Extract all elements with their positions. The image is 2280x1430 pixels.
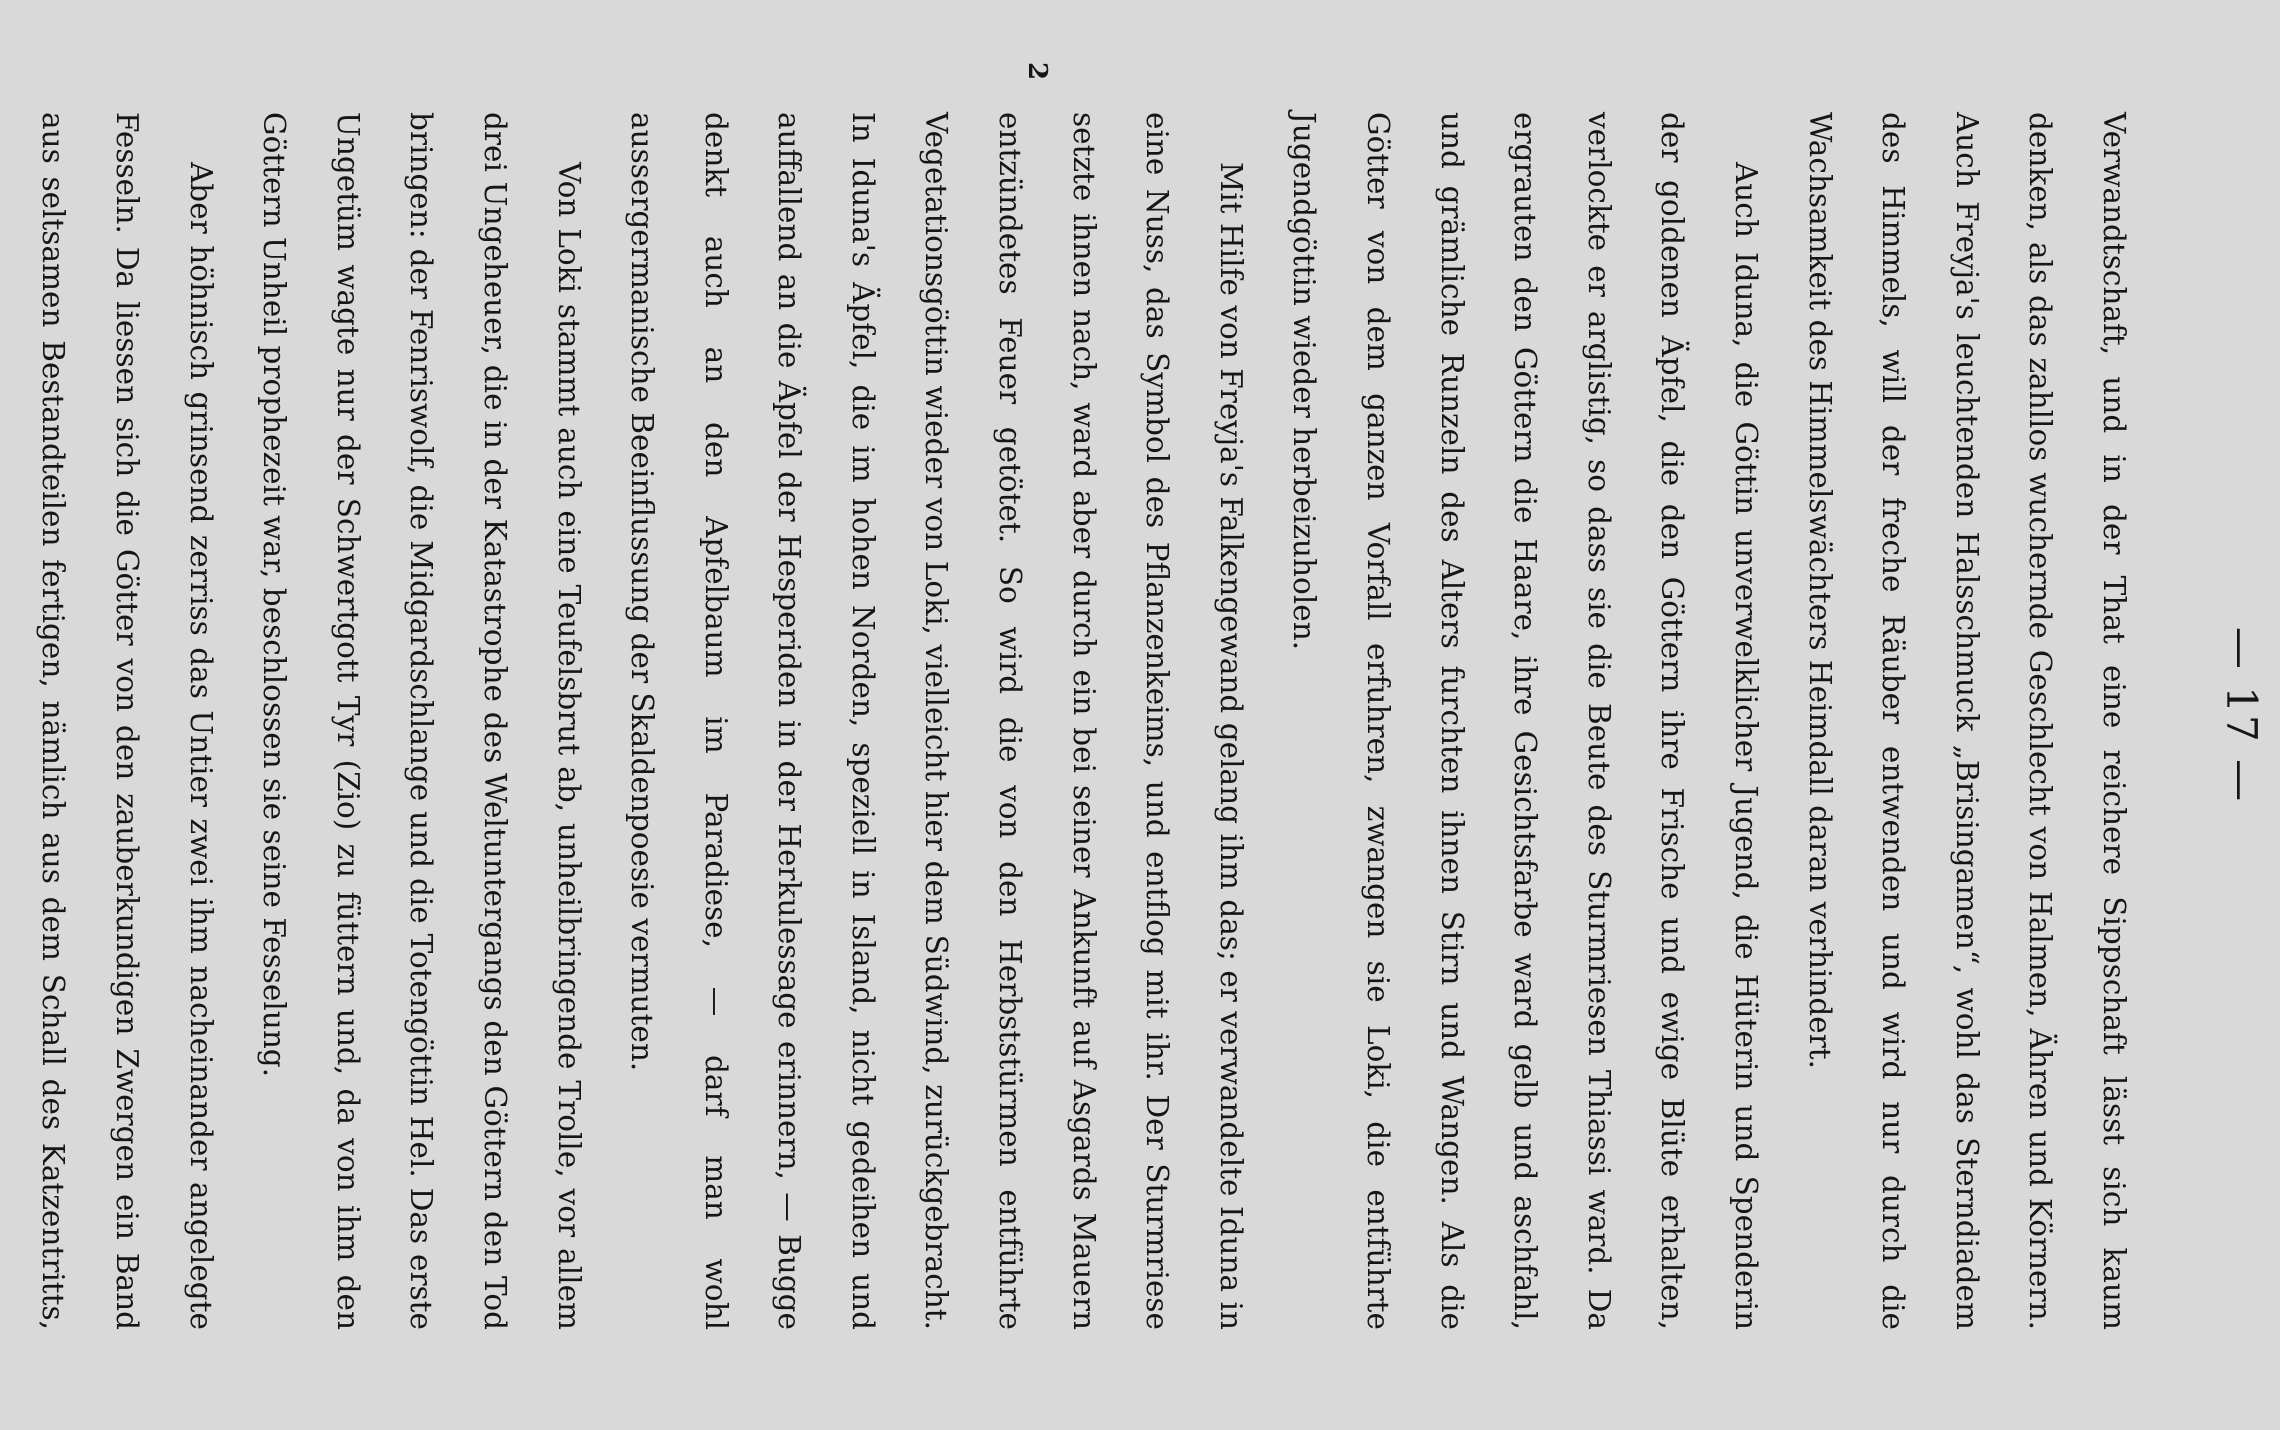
body-text <box>0 112 2150 1330</box>
paragraph: Verwandtschaft, und in der That eine reichere Sippschaft lässt sich kaum denken, als das zahllos wuchernde Geschlecht von Halmen, Ähren und Körnern. Auch Freyja's leuchtenden Halsschmuck „Brisingamen“, wohl das Sterndiadem des Himmels, will der freche Räuber entwenden und wird nur durch die Wachsamkeit des Himmelswächters Heimdall daran verhindert. <box>1802 112 2131 1330</box>
paragraph: Mit Hilfe von Freyja's Falkengewand gelang ihm das; er verwandelte Iduna in eine Nuss, das Symbol des Pflanzenkeims, und entflog mit ihr. Der Sturmriese setzte ihnen nach, ward aber durch ein bei seiner Ankunft auf Asgards Mauern entzündetes Feuer getötet. So wird die von den Herbststürmen entführte Vegetationsgöttin wieder von Loki, vielleicht hier dem Südwind, zurückgebracht. In Iduna's Äpfel, die im hohen Norden, speziell in Island, nicht gedeihen und auffallend an die Äpfel der Hesperiden in der Herkulessage erinnern, — Bugge denkt auch an den Apfelbaum im Paradiese, — darf man wohl aussergermanische Beeinflussung der Skaldenpoesie vermuten. <box>625 112 1248 1330</box>
paragraph: Aber höhnisch grinsend zerriss das Untier zwei ihm nacheinander angelegte Fesseln. Da liessen sich die Götter von den zauberkundigen Zwergen ein Band aus seltsamen Bestandteilen fertigen, nämlich aus dem Schall des Katzentritts, <box>36 112 218 1330</box>
signature-mark: 2 <box>1022 62 1052 81</box>
paragraph: Von Loki stammt auch eine Teufelsbrut ab, unheilbringende Trolle, vor allem drei Ungeheuer, die in der Katastrophe des Weltuntergangs den Göttern den Tod bringen: der Fenriswolf, die Midgardschlange und die Totengöttin Hel. Das erste Ungetüm wagte nur der Schwertgott Tyr (Zio) zu füttern und, da von ihm den Göttern Unheil prophezeit war, beschlossen sie seine Fesselung. <box>257 112 586 1330</box>
page-number: — 17 — <box>2217 626 2266 804</box>
paragraph: Auch Iduna, die Göttin unverwelklicher Jugend, die Hüterin und Spenderin der goldenen Äpfel, die den Göttern ihre Frische und ewige Blüte erhalten, verlockte er arglistig, so dass sie die Beute des Sturmriesen Thiassi ward. Da ergrauten den Göttern die Haare, ihre Gesichtsfarbe ward gelb und aschfahl, und grämliche Runzeln des Alters furchten ihnen Stirn und Wangen. Als die Götter von dem ganzen Vorfall erfuhren, zwangen sie Loki, die entführte Jugendgöttin wieder herbeizuholen. <box>1287 112 1764 1330</box>
